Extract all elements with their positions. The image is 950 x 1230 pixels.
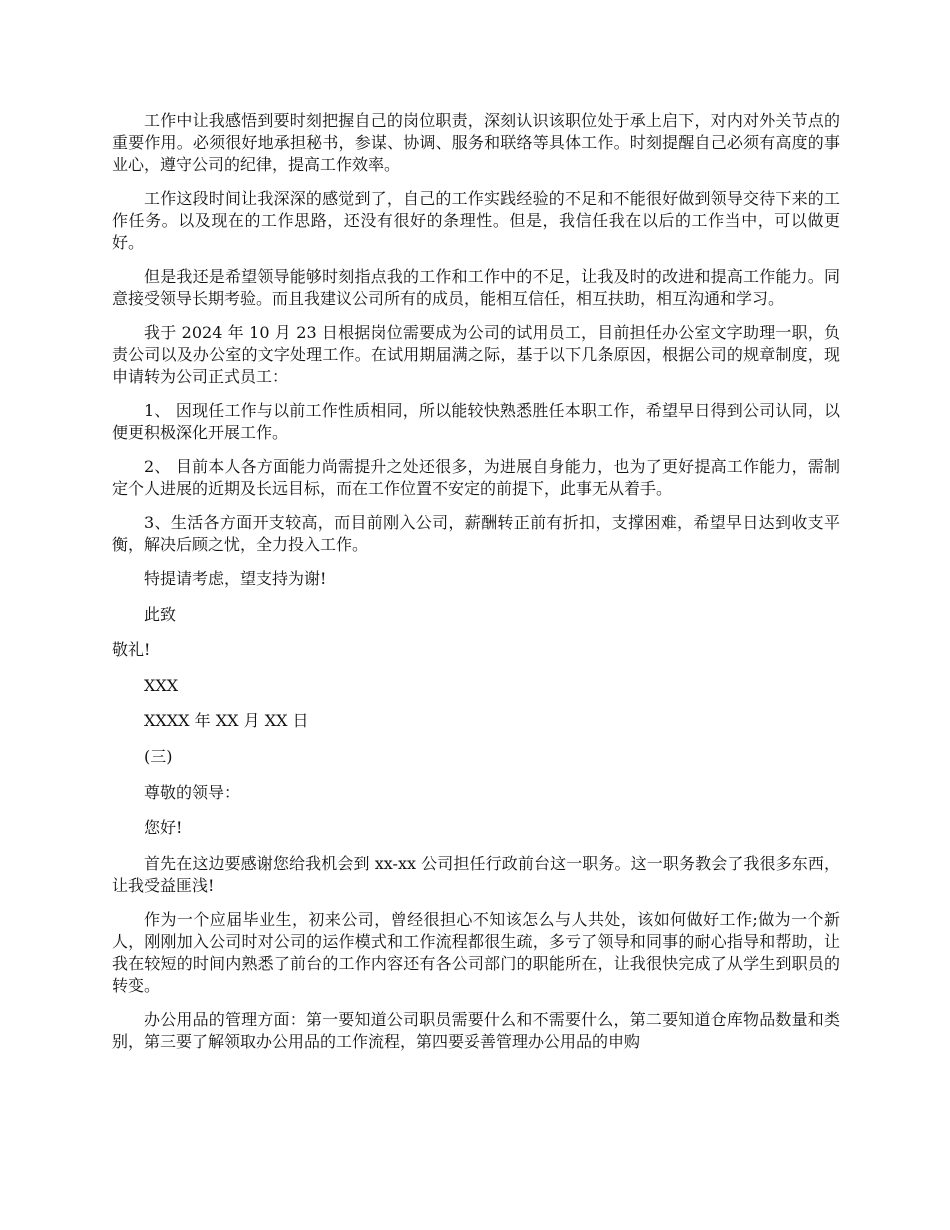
paragraph: 办公用品的管理方面：第一要知道公司职员需要什么和不需要什么，第二要知道仓库物品数量和类别，第三要了解领取办公用品的工作流程，第四要妥善管理办公用品的申购 <box>112 1009 840 1051</box>
list-item: 3、生活各方面开支较高，而目前刚入公司，薪酬转正前有折扣，支撑困难，希望早日达到收支平衡，解决后顾之忧，全力投入工作。 <box>112 513 840 554</box>
paragraph: 我于 2024 年 10 月 23 日根据岗位需要成为公司的试用员工，目前担任办公室文字助理一职，负责公司以及办公室的文字处理工作。在试用期届满之际，基于以下几条原因，根据公司的规章制度，现申请转为公司正式员工： <box>112 323 840 386</box>
paragraph: 工作这段时间让我深深的感觉到了，自己的工作实践经验的不足和不能很好做到领导交待下来的工作任务。以及现在的工作思路，还没有很好的条理性。但是，我信任我在以后的工作当中，可以做更好。 <box>112 189 840 252</box>
closing-jingli: 敬礼! <box>112 640 151 660</box>
closing-request: 特提请考虑，望支持为谢! <box>144 569 327 588</box>
list-item: 1、 因现任工作与以前工作性质相同，所以能较快熟悉胜任本职工作，希望早日得到公司认同，以便更积极深化开展工作。 <box>112 401 840 442</box>
greeting: 您好! <box>144 818 183 838</box>
document-page <box>112 110 840 1065</box>
section-marker: (三) <box>144 746 173 766</box>
date: XXXX 年 XX 月 XX 日 <box>144 711 309 731</box>
paragraph: 工作中让我感悟到要时刻把握自己的岗位职责，深刻认识该职位处于承上启下，对内对外关节点的重要作用。必须很好地承担秘书，参谋、协调、服务和联络等具体工作。时刻提醒自己必须有高度的事业心，遵守公司的纪律，提高工作效率。 <box>112 111 840 174</box>
paragraph: 但是我还是希望领导能够时刻指点我的工作和工作中的不足，让我及时的改进和提高工作能力。同意接受领导长期考验。而且我建议公司所有的成员，能相互信任，相互扶助，相互沟通和学习。 <box>112 267 840 308</box>
paragraph: 首先在这边要感谢您给我机会到 xx-xx 公司担任行政前台这一职务。这一职务教会了我很多东西，让我受益匪浅! <box>112 853 840 895</box>
paragraph: 作为一个应届毕业生，初来公司，曾经很担心不知该怎么与人共处，该如何做好工作;做为一个新人，刚刚加入公司时对公司的运作模式和工作流程都很生疏，多亏了领导和同事的耐心指导和帮助，让我在较短的时间内熟悉了前台的工作内容还有各公司部门的职能所在，让我很快完成了从学生到职员的转变。 <box>112 909 840 995</box>
salutation: 尊敬的领导： <box>144 782 241 802</box>
closing-zhici: 此致 <box>144 604 177 624</box>
list-item: 2、 目前本人各方面能力尚需提升之处还很多，为进展自身能力，也为了更好提高工作能力，需制定个人进展的近期及长远目标，而在工作位置不安定的前提下，此事无从着手。 <box>112 457 840 498</box>
signature: XXX <box>144 675 179 695</box>
